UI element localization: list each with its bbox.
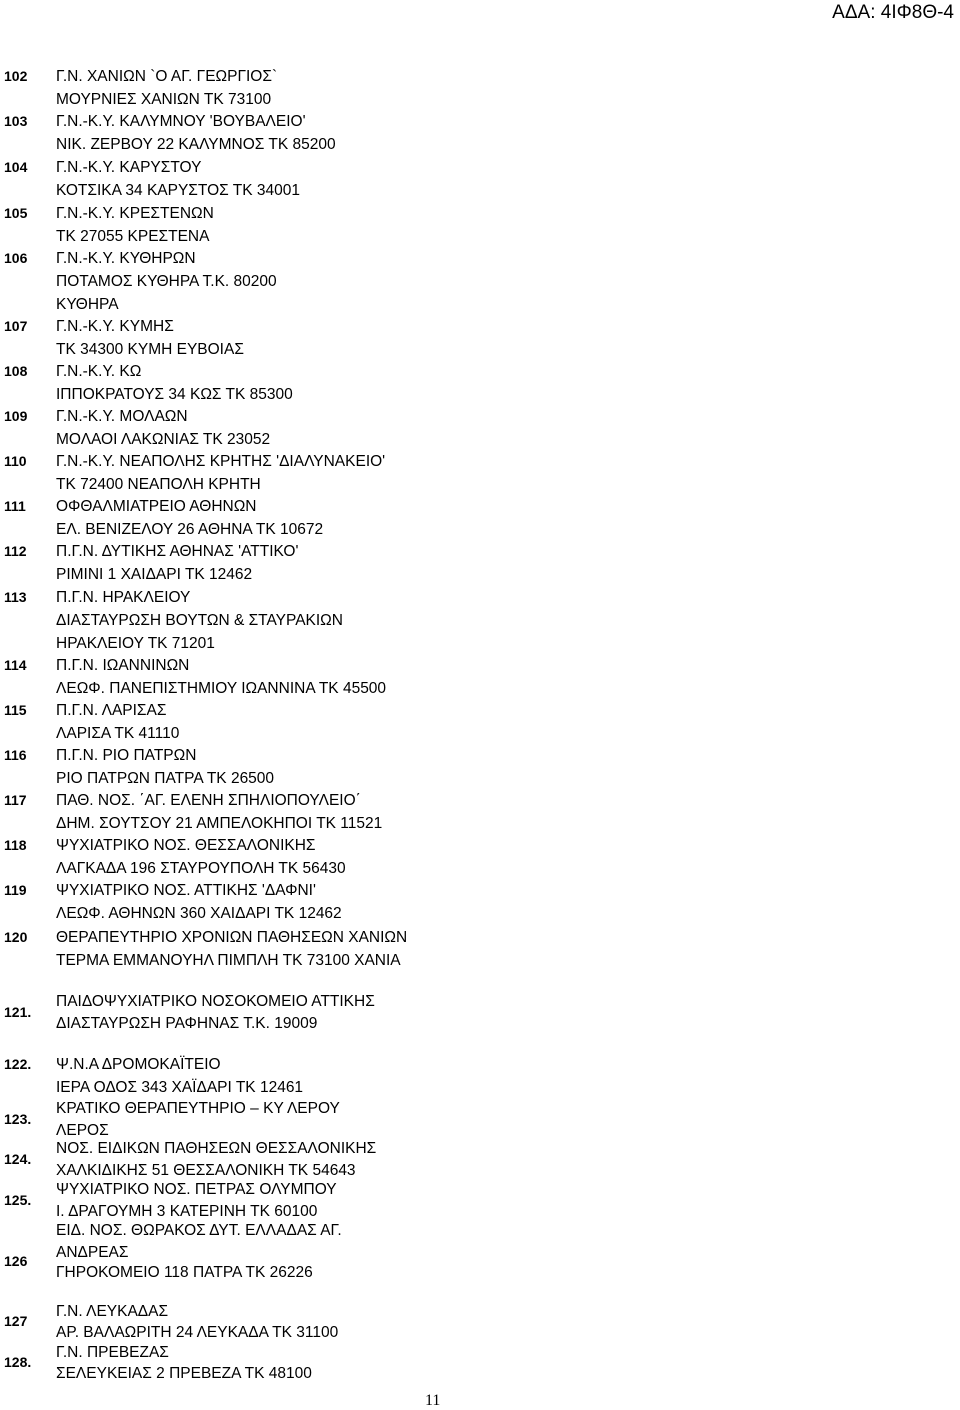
entry-number: 117: [4, 792, 27, 808]
entry-address-line: ΤΚ 27055 ΚΡΕΣΤΕΝΑ: [56, 228, 210, 245]
entry-number: 119: [4, 882, 27, 898]
entry-institution-name: ΚΡΑΤΙΚΟ ΘΕΡΑΠΕΥΤΗΡΙΟ – ΚΥ ΛΕΡΟΥ: [56, 1100, 340, 1117]
entry-institution-name: Γ.Ν.-Κ.Υ. ΚΑΡΥΣΤΟΥ: [56, 159, 202, 176]
entry-address-line: ΛΕΩΦ. ΠΑΝΕΠΙΣΤΗΜΙΟΥ ΙΩΑΝΝΙΝΑ ΤΚ 45500: [56, 680, 387, 697]
entry-institution-name: Γ.Ν.-Κ.Υ. ΚΥΘΗΡΩΝ: [56, 250, 196, 267]
entry-address-line: ΡΙΜΙΝΙ 1 ΧΑΙΔΑΡΙ ΤΚ 12462: [56, 566, 253, 583]
entry-institution-name: Γ.Ν. ΧΑΝΙΩΝ `Ο ΑΓ. ΓΕΩΡΓΙΟΣ`: [56, 68, 278, 85]
entry-number: 111: [4, 498, 26, 514]
entry-number: 104: [4, 159, 28, 175]
entry-address-line: ΤΚ 72400 ΝΕΑΠΟΛΗ ΚΡΗΤΗ: [56, 476, 261, 493]
entry-number: 116: [4, 747, 27, 763]
entry-address-line: ΙΠΠΟΚΡΑΤΟΥΣ 34 ΚΩΣ ΤΚ 85300: [56, 386, 293, 403]
entry-address-line: ΔΙΑΣΤΑΥΡΩΣΗ ΒΟΥΤΩΝ & ΣΤΑΥΡΑΚΙΩΝ: [56, 612, 343, 629]
entry-number: 108: [4, 363, 28, 379]
entry-address-line: ΜΟΛΑΟΙ ΛΑΚΩΝΙΑΣ ΤΚ 23052: [56, 431, 271, 448]
entry-institution-name: ΕΙΔ. ΝΟΣ. ΘΩΡΑΚΟΣ ΔΥΤ. ΕΛΛΑΔΑΣ ΑΓ.: [56, 1222, 342, 1239]
entry-number: 114: [4, 657, 27, 673]
entry-number: 127: [4, 1313, 28, 1329]
entry-institution-name: Π.Γ.Ν. ΔΥΤΙΚΗΣ ΑΘΗΝΑΣ 'ΑΤΤΙΚΟ': [56, 543, 299, 560]
entry-address-line: ΡΙΟ ΠΑΤΡΩΝ ΠΑΤΡΑ ΤΚ 26500: [56, 770, 275, 787]
entry-address-line: ΝΙΚ. ΖΕΡΒΟΥ 22 ΚΑΛΥΜΝΟΣ ΤΚ 85200: [56, 136, 336, 153]
entry-institution-name: ΘΕΡΑΠΕΥΤΗΡΙΟ ΧΡΟΝΙΩΝ ΠΑΘΗΣΕΩΝ ΧΑΝΙΩΝ: [56, 929, 408, 946]
entry-address-line: ΚΟΤΣΙΚΑ 34 ΚΑΡΥΣΤΟΣ ΤΚ 34001: [56, 182, 300, 199]
entry-address-line: ΛΕΩΦ. ΑΘΗΝΩΝ 360 ΧΑΙΔΑΡΙ ΤΚ 12462: [56, 905, 342, 922]
entry-address-line: ΜΟΥΡΝΙΕΣ ΧΑΝΙΩΝ ΤΚ 73100: [56, 91, 272, 108]
entry-number: 124.: [4, 1151, 32, 1167]
entry-address-line: ΙΕΡΑ ΟΔΟΣ 343 ΧΑΪΔΑΡΙ ΤΚ 12461: [56, 1079, 304, 1096]
entry-number: 122.: [4, 1056, 32, 1072]
entry-institution-name: Γ.Ν. ΛΕΥΚΑΔΑΣ: [56, 1303, 169, 1320]
entry-address-line: ΗΡΑΚΛΕΙΟΥ ΤΚ 71201: [56, 635, 215, 652]
entry-number: 115: [4, 702, 27, 718]
entry-number: 121.: [4, 1004, 32, 1020]
ada-code: ΑΔΑ: 4ΙΦ8Θ-4: [832, 2, 954, 23]
entry-institution-name: Γ.Ν.-Κ.Υ. ΚΩ: [56, 363, 142, 380]
entry-number: 107: [4, 318, 28, 334]
entry-address-line: ΑΡ. ΒΑΛΑΩΡΙΤΗ 24 ΛΕΥΚΑΔΑ ΤΚ 31100: [56, 1324, 339, 1341]
entry-number: 126: [4, 1253, 28, 1269]
entry-institution-name: Π.Γ.Ν. ΡΙΟ ΠΑΤΡΩΝ: [56, 747, 197, 764]
entry-institution-name: Ψ.Ν.Α ΔΡΟΜΟΚΑΪΤΕΙΟ: [56, 1056, 221, 1073]
entry-number: 125.: [4, 1192, 32, 1208]
entry-address-line: ΑΝΔΡΕΑΣ: [56, 1244, 129, 1261]
entry-address-line: ΣΕΛΕΥΚΕΙΑΣ 2 ΠΡΕΒΕΖΑ ΤΚ 48100: [56, 1365, 312, 1382]
entry-address-line: ΓΗΡΟΚΟΜΕΙΟ 118 ΠΑΤΡΑ ΤΚ 26226: [56, 1264, 313, 1281]
entry-institution-name: ΠΑΘ. ΝΟΣ. ΄ΑΓ. ΕΛΕΝΗ ΣΠΗΛΙΟΠΟΥΛΕΙΟ΄: [56, 792, 361, 809]
entry-address-line: ΔΙΑΣΤΑΥΡΩΣΗ ΡΑΦΗΝΑΣ Τ.Κ. 19009: [56, 1015, 318, 1032]
entry-number: 120: [4, 929, 28, 945]
entry-institution-name: ΨΥΧΙΑΤΡΙΚΟ ΝΟΣ. ΑΤΤΙΚΗΣ 'ΔΑΦΝΙ': [56, 882, 316, 899]
entry-institution-name: Γ.Ν. ΠΡΕΒΕΖΑΣ: [56, 1344, 169, 1361]
entry-institution-name: Γ.Ν.-Κ.Υ. ΝΕΑΠΟΛΗΣ ΚΡΗΤΗΣ 'ΔΙΑΛΥΝΑΚΕΙΟ': [56, 453, 386, 470]
entry-institution-name: ΨΥΧΙΑΤΡΙΚΟ ΝΟΣ. ΠΕΤΡΑΣ ΟΛΥΜΠΟΥ: [56, 1181, 337, 1198]
entry-number: 110: [4, 453, 27, 469]
entry-institution-name: Γ.Ν.-Κ.Υ. ΚΡΕΣΤΕΝΩΝ: [56, 205, 214, 222]
entry-address-line: ΧΑΛΚΙΔΙΚΗΣ 51 ΘΕΣΣΑΛΟΝΙΚΗ ΤΚ 54643: [56, 1162, 356, 1179]
entry-number: 103: [4, 113, 28, 129]
entry-institution-name: Π.Γ.Ν. ΛΑΡΙΣΑΣ: [56, 702, 167, 719]
entry-address-line: ΤΚ 34300 ΚΥΜΗ ΕΥΒΟΙΑΣ: [56, 341, 244, 358]
entry-address-line: ΚΥΘΗΡΑ: [56, 296, 119, 313]
entry-number: 118: [4, 837, 27, 853]
entry-institution-name: ΟΦΘΑΛΜΙΑΤΡΕΙΟ ΑΘΗΝΩΝ: [56, 498, 257, 515]
entry-institution-name: Γ.Ν.-Κ.Υ. ΚΥΜΗΣ: [56, 318, 174, 335]
entry-institution-name: Π.Γ.Ν. ΗΡΑΚΛΕΙΟΥ: [56, 589, 191, 606]
entry-number: 113: [4, 589, 27, 605]
entry-address-line: ΛΑΡΙΣΑ ΤΚ 41110: [56, 725, 180, 742]
entry-institution-name: ΠΑΙΔΟΨΥΧΙΑΤΡΙΚΟ ΝΟΣΟΚΟΜΕΙΟ ΑΤΤΙΚΗΣ: [56, 993, 375, 1010]
entry-number: 123.: [4, 1111, 32, 1127]
entry-number: 109: [4, 408, 28, 424]
entry-number: 105: [4, 205, 28, 221]
entry-number: 112: [4, 543, 27, 559]
entry-address-line: ΛΑΓΚΑΔΑ 196 ΣΤΑΥΡΟΥΠΟΛΗ ΤΚ 56430: [56, 860, 346, 877]
entry-institution-name: ΨΥΧΙΑΤΡΙΚΟ ΝΟΣ. ΘΕΣΣΑΛΟΝΙΚΗΣ: [56, 837, 316, 854]
entry-institution-name: Γ.Ν.-Κ.Υ. ΜΟΛΑΩΝ: [56, 408, 188, 425]
entry-institution-name: Γ.Ν.-Κ.Υ. ΚΑΛΥΜΝΟΥ 'ΒΟΥΒΑΛΕΙΟ': [56, 113, 306, 130]
entry-address-line: ΤΕΡΜΑ ΕΜΜΑΝΟΥΗΛ ΠΙΜΠΛΗ ΤΚ 73100 ΧΑΝΙΑ: [56, 952, 401, 969]
entry-address-line: ΛΕΡΟΣ: [56, 1122, 109, 1139]
entry-address-line: ΔΗΜ. ΣΟΥΤΣΟΥ 21 ΑΜΠΕΛΟΚΗΠΟΙ ΤΚ 11521: [56, 815, 383, 832]
entry-institution-name: ΝΟΣ. ΕΙΔΙΚΩΝ ΠΑΘΗΣΕΩΝ ΘΕΣΣΑΛΟΝΙΚΗΣ: [56, 1140, 377, 1157]
entry-number: 102: [4, 68, 28, 84]
entry-address-line: ΠΟΤΑΜΟΣ ΚΥΘΗΡΑ Τ.Κ. 80200: [56, 273, 277, 290]
entry-number: 106: [4, 250, 28, 266]
page-number: 11: [425, 1392, 441, 1409]
entry-address-line: Ι. ΔΡΑΓΟΥΜΗ 3 ΚΑΤΕΡΙΝΗ ΤΚ 60100: [56, 1203, 318, 1220]
entry-institution-name: Π.Γ.Ν. ΙΩΑΝΝΙΝΩΝ: [56, 657, 190, 674]
entry-number: 128.: [4, 1354, 32, 1370]
entry-address-line: ΕΛ. ΒΕΝΙΖΕΛΟΥ 26 ΑΘΗΝΑ ΤΚ 10672: [56, 521, 324, 538]
